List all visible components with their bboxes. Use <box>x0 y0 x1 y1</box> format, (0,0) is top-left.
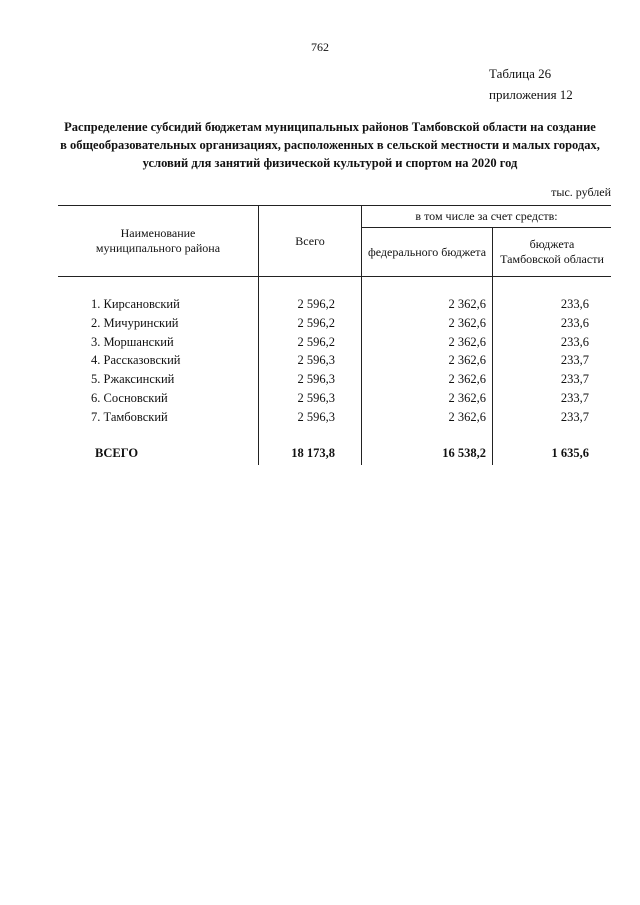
row-name: 7. Тамбовский <box>58 408 259 427</box>
table-row <box>58 333 611 352</box>
row-total: 2 596,2 <box>259 314 362 333</box>
row-federal: 2 362,6 <box>362 370 493 389</box>
header-total: Всего <box>259 206 362 277</box>
table-reference <box>489 63 573 105</box>
table-row <box>58 314 611 333</box>
row-total: 2 596,2 <box>259 295 362 314</box>
table-row <box>58 389 611 408</box>
row-total: 2 596,3 <box>259 351 362 370</box>
row-total: 2 596,3 <box>259 408 362 427</box>
row-regional: 233,7 <box>560 409 589 424</box>
row-name: 1. Кирсановский <box>58 295 259 314</box>
table-ref-line2: приложения 12 <box>489 87 573 102</box>
spacer-row <box>58 277 611 296</box>
row-name: 3. Моршанский <box>58 333 259 352</box>
row-name: 2. Мичуринский <box>58 314 259 333</box>
units-label: тыс. рублей <box>551 185 611 199</box>
total-federal: 16 538,2 <box>362 441 493 465</box>
table-row <box>58 295 611 314</box>
row-federal: 2 362,6 <box>362 351 493 370</box>
total-label: ВСЕГО <box>58 441 259 465</box>
row-regional: 233,6 <box>560 315 589 330</box>
row-federal: 2 362,6 <box>362 295 493 314</box>
row-regional: 233,7 <box>560 353 589 368</box>
row-federal: 2 362,6 <box>362 333 493 352</box>
total-regional: 1 635,6 <box>551 445 589 460</box>
row-name: 4. Рассказовский <box>58 351 259 370</box>
row-name: 5. Ржаксинский <box>58 370 259 389</box>
header-including: в том числе за счет средств: <box>362 206 612 228</box>
header-name-line2: муниципального района <box>95 241 221 255</box>
row-regional: 233,7 <box>560 390 589 405</box>
table-row <box>58 370 611 389</box>
row-name: 6. Сосновский <box>58 389 259 408</box>
row-federal: 2 362,6 <box>362 314 493 333</box>
header-regional-line1: бюджета <box>529 237 575 251</box>
row-federal: 2 362,6 <box>362 389 493 408</box>
row-total: 2 596,3 <box>259 370 362 389</box>
header-name-line1: Наименование <box>120 226 196 240</box>
row-federal: 2 362,6 <box>362 408 493 427</box>
header-federal: федерального бюджета <box>362 228 493 277</box>
header-regional-line2: Тамбовской области <box>500 252 604 266</box>
row-regional: 233,7 <box>560 372 589 387</box>
table-row <box>58 351 611 370</box>
spacer-row <box>58 427 611 441</box>
header-regional <box>493 228 612 277</box>
total-sum: 18 173,8 <box>259 441 362 465</box>
total-row <box>58 441 611 465</box>
page-number: 762 <box>311 40 329 54</box>
row-total: 2 596,2 <box>259 333 362 352</box>
subsidy-table <box>58 205 611 465</box>
table-row <box>58 408 611 427</box>
table-ref-line1: Таблица 26 <box>489 66 552 81</box>
row-total: 2 596,3 <box>259 389 362 408</box>
header-name <box>58 206 259 277</box>
row-regional: 233,6 <box>560 297 589 311</box>
row-regional: 233,6 <box>560 334 589 349</box>
document-title: Распределение субсидий бюджетам муниципальных районов Тамбовской области на создание в общеобразовательных организациях, расположенных в сельской местности и малых городах, условий для занятий физической культурой и спортом на 2020 год <box>60 120 600 170</box>
